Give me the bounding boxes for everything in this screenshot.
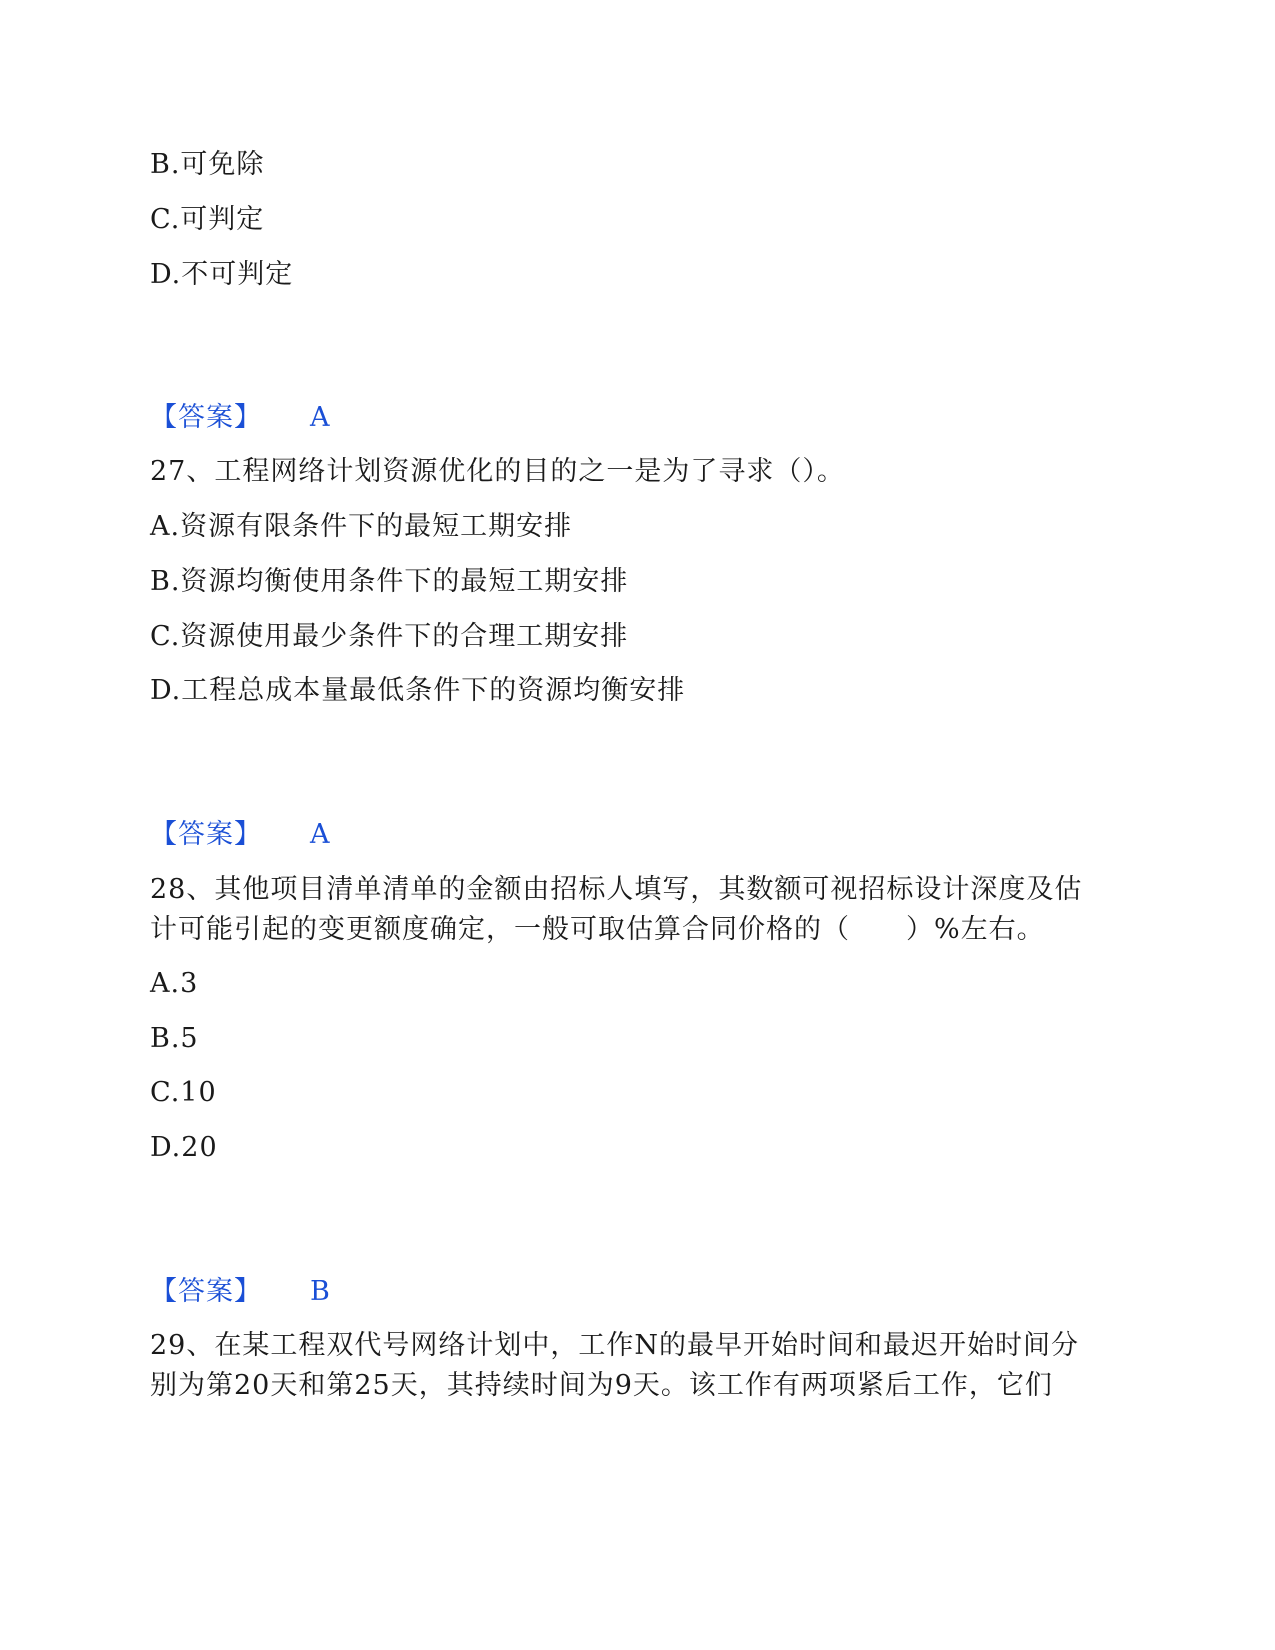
- q26-option-c: C.可判定: [150, 204, 265, 235]
- q27-option-a: A.资源有限条件下的最短工期安排: [150, 511, 573, 542]
- q28-stem-line-1: 28、其他项目清单清单的金额由招标人填写，其数额可视招标设计深度及估: [150, 874, 1083, 905]
- q29-stem-line-2: 别为第20天和第25天，其持续时间为9天。该工作有两项紧后工作，它们: [150, 1370, 1053, 1401]
- q27-answer: [150, 815, 330, 855]
- q28-answer: [150, 1272, 330, 1312]
- answer-value: A: [310, 402, 330, 433]
- q28-option-b: B.5: [150, 1023, 199, 1054]
- q29-stem-line-1: 29、在某工程双代号网络计划中，工作N的最早开始时间和最迟开始时间分: [150, 1330, 1079, 1361]
- q27-option-d: D.工程总成本量最低条件下的资源均衡安排: [150, 675, 686, 706]
- answer-label: 【答案】: [150, 1276, 262, 1307]
- answer-label: 【答案】: [150, 402, 262, 433]
- answer-value: B: [310, 1276, 330, 1307]
- q28-stem-line-2: 计可能引起的变更额度确定，一般可取估算合同价格的（ ）%左右。: [150, 914, 1045, 945]
- q26-option-d: D.不可判定: [150, 259, 294, 290]
- answer-value: A: [310, 819, 330, 850]
- q28-option-d: D.20: [150, 1132, 218, 1163]
- q28-option-c: C.10: [150, 1077, 217, 1108]
- q27-option-c: C.资源使用最少条件下的合理工期安排: [150, 621, 629, 652]
- q26-answer: [150, 398, 330, 438]
- q27-option-b: B.资源均衡使用条件下的最短工期安排: [150, 566, 629, 597]
- q28-option-a: A.3: [150, 968, 199, 999]
- q27-stem: 27、工程网络计划资源优化的目的之一是为了寻求（）。: [150, 456, 845, 487]
- answer-label: 【答案】: [150, 819, 262, 850]
- q26-option-b: B.可免除: [150, 149, 265, 180]
